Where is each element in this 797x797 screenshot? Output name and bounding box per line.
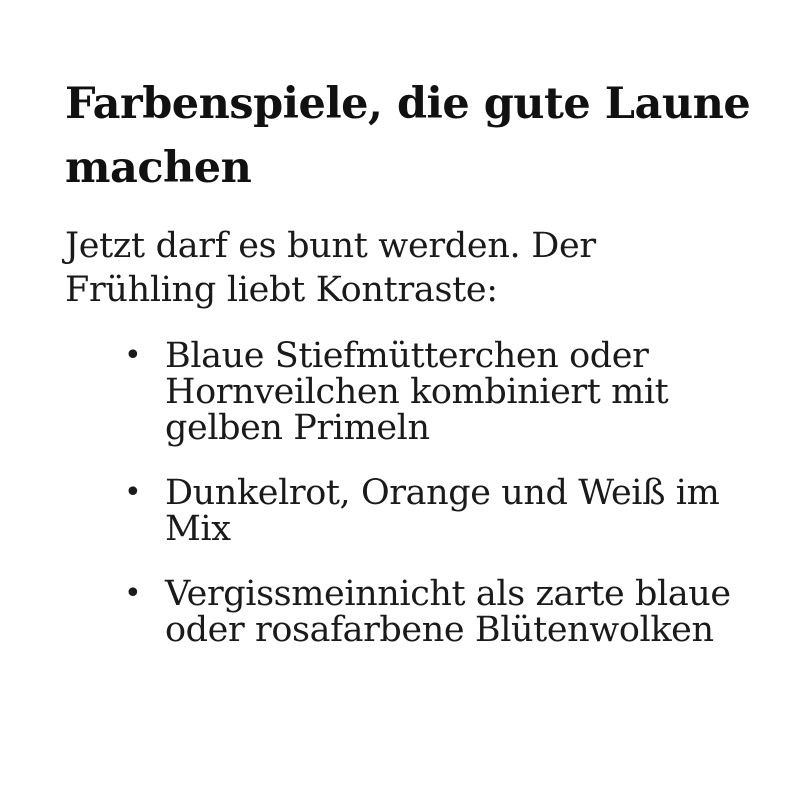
- list-item: [118, 338, 758, 446]
- list-item: [118, 576, 758, 648]
- list-item-text: Blaue Stiefmütterchen oder Hornveilchen kombiniert mit gelben Primeln: [165, 336, 669, 448]
- page-title: Farbenspiele, die gute Laune machen: [65, 79, 751, 193]
- bullet-dot-icon: •: [124, 576, 142, 611]
- intro-paragraph: Jetzt darf es bunt werden. Der Frühling liebt Kontraste:: [65, 226, 596, 310]
- list-item-text: Dunkelrot, Orange und Weiß im Mix: [165, 473, 720, 549]
- bullet-list: [118, 338, 758, 677]
- bullet-dot-icon: •: [124, 475, 142, 510]
- bullet-dot-icon: •: [124, 338, 142, 373]
- list-item-text: Vergissmeinnicht als zarte blaue oder rosafarbene Blütenwolken: [165, 574, 731, 650]
- list-item: [118, 475, 758, 547]
